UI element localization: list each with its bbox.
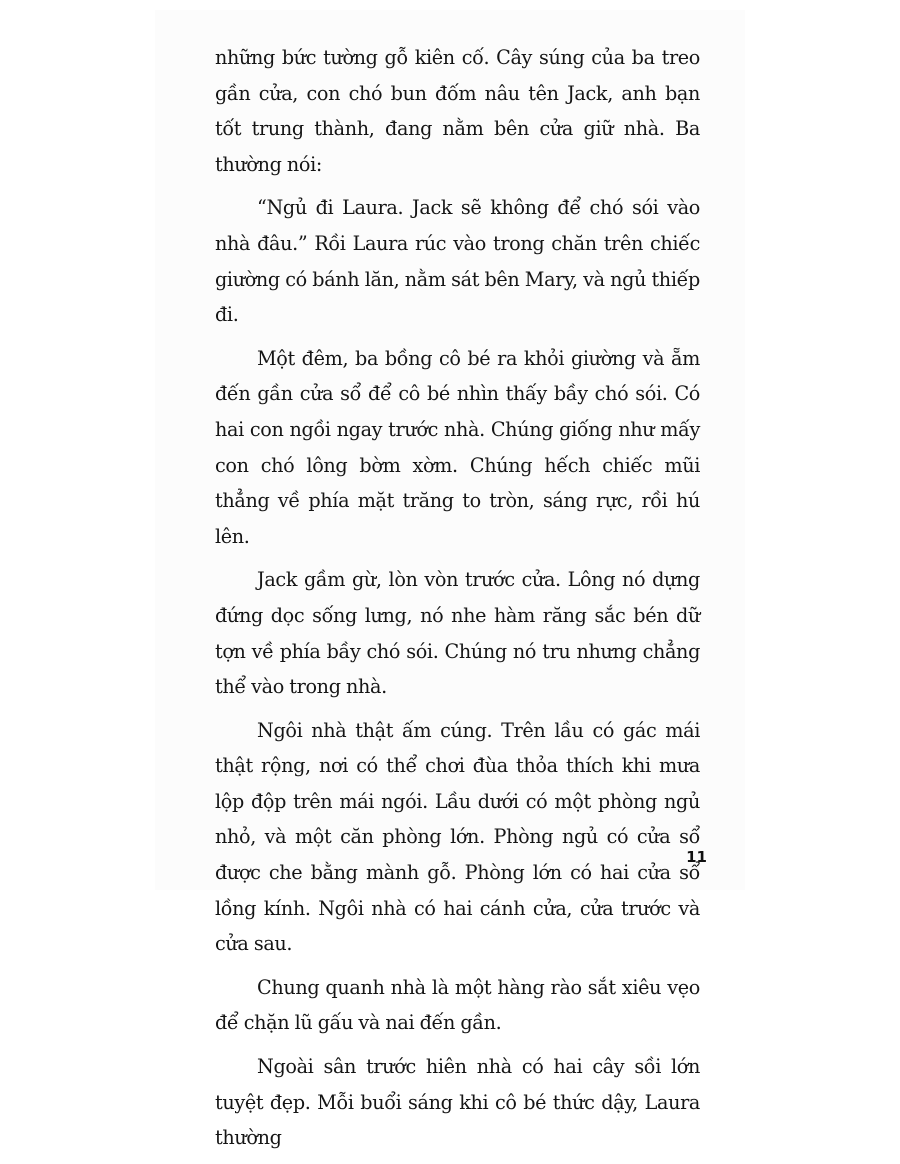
- paragraph-5: Ngôi nhà thật ấm cúng. Trên lầu có gác mái thật rộng, nơi có thể chơi đùa thỏa thích khi mưa lộp độp trên mái ngói. Lầu dưới có một phòng ngủ nhỏ, và một căn phòng lớn. Phòng ngủ có cửa sổ được che bằng mành gỗ. Phòng lớn có hai cửa sổ lồng kính. Ngôi nhà có hai cánh cửa, cửa trước và cửa sau.: [215, 718, 700, 956]
- paragraph-4: Jack gầm gừ, lòn vòn trước cửa. Lông nó dựng đứng dọc sống lưng, nó nhe hàm răng sắc bén dữ tợn về phía bầy chó sói. Chúng nó tru nhưng chẳng thể vào trong nhà.: [215, 568, 700, 699]
- paragraph-7: Ngoài sân trước hiên nhà có hai cây sồi lớn tuyệt đẹp. Mỗi buổi sáng khi cô bé thức dậy, Laura thường: [215, 1055, 700, 1150]
- page-number: 11: [686, 848, 707, 866]
- page-body-text: [215, 40, 700, 1164]
- paragraph-3: Một đêm, ba bồng cô bé ra khỏi giường và ẵm đến gần cửa sổ để cô bé nhìn thấy bầy chó sói. Có hai con ngồi ngay trước nhà. Chúng giống như mấy con chó lông bờm xờm. Chúng hếch chiếc mũi thẳng về phía mặt trăng to tròn, sáng rực, rồi hú lên.: [215, 346, 700, 548]
- paragraph-6: Chung quanh nhà là một hàng rào sắt xiêu vẹo để chặn lũ gấu và nai đến gần.: [215, 975, 700, 1035]
- paragraph-2: “Ngủ đi Laura. Jack sẽ không để chó sói vào nhà đâu.” Rồi Laura rúc vào trong chăn trên chiếc giường có bánh lăn, nằm sát bên Mary, và ngủ thiếp đi.: [215, 196, 700, 327]
- paragraph-1: những bức tường gỗ kiên cố. Cây súng của ba treo gần cửa, con chó bun đốm nâu tên Jack, anh bạn tốt trung thành, đang nằm bên cửa giữ nhà. Ba thường nói:: [215, 46, 700, 176]
